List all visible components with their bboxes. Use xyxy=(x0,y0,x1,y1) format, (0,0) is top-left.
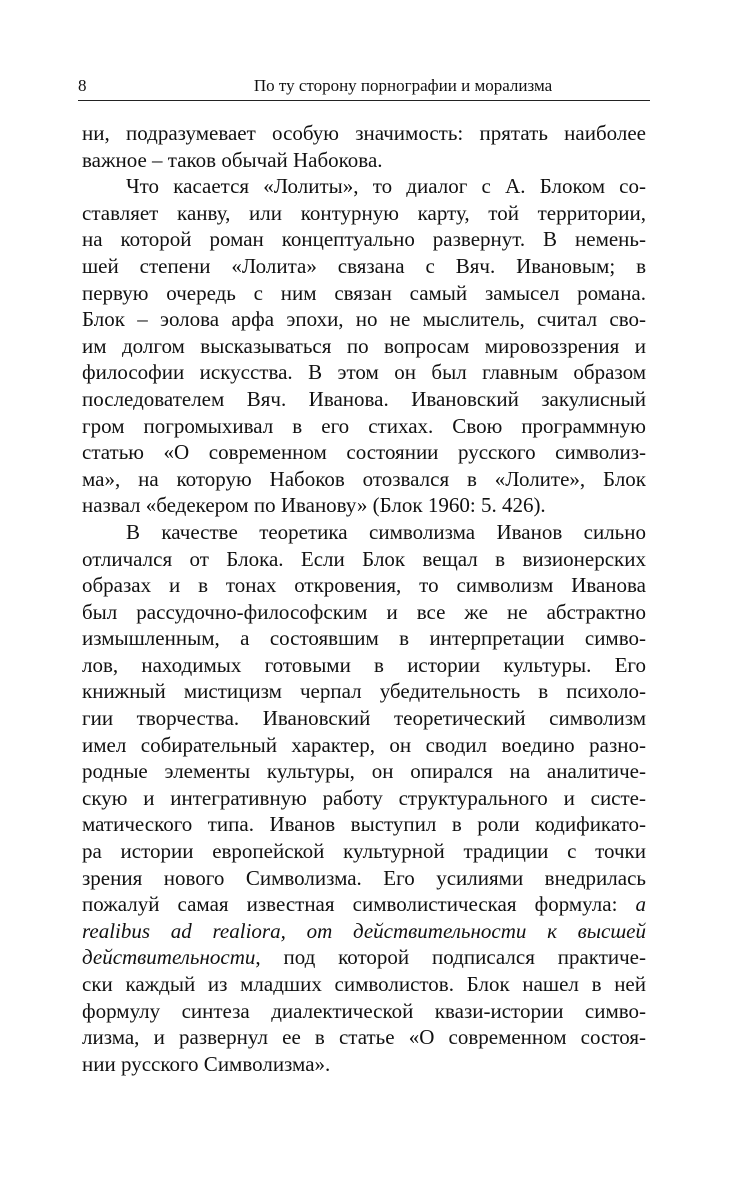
text-line: зрения нового Символизма. Его усилиями внедрилась xyxy=(82,865,646,890)
text-line: ставляет канву, или контурную карту, той территории, xyxy=(82,200,646,225)
text-line: философии искусства. В этом он был главным образом xyxy=(82,360,646,385)
text-line: последователем Вяч. Иванова. Ивановский закулисный xyxy=(82,386,646,411)
text-line xyxy=(82,944,646,971)
italic-formula-line: realibus ad realiora, от действительности к высшей xyxy=(82,918,646,943)
text-line: ни, подразумевает особую значимость: прятать наиболее xyxy=(82,121,646,145)
text-line: формулу синтеза диалектической квази-истории симво- xyxy=(82,998,646,1023)
page-number: 8 xyxy=(78,76,87,95)
text-line: статью «О современном состоянии русского символиз- xyxy=(82,440,646,465)
text-line: образах и в тонах откровения, то символизм Иванова xyxy=(82,573,646,598)
text-line: лизма, и развернул ее в статье «О современном состоя- xyxy=(82,1025,646,1050)
paragraph-1 xyxy=(82,120,646,173)
text-line: матического типа. Иванов выступил в роли кодификато- xyxy=(82,812,646,837)
text-line: В качестве теоретика символизма Иванов сильно xyxy=(126,519,646,544)
text-line: гром погромыхивал в его стихах. Свою программную xyxy=(82,413,646,438)
text-line: первую очередь с ним связан самый замысел романа. xyxy=(82,280,646,305)
text-line: на которой роман концептуально развернут. В немень- xyxy=(82,227,646,252)
text-line: важное – таков обычай Набокова. xyxy=(82,147,383,172)
text-line: гии творчества. Ивановский теоретический символизм xyxy=(82,706,646,731)
body-text xyxy=(82,120,646,1077)
text-line: шей степени «Лолита» связана с Вяч. Ивановым; в xyxy=(82,253,646,278)
text-line: отличался от Блока. Если Блок вещал в визионерских xyxy=(82,546,646,571)
italic-text: действительности xyxy=(82,945,256,970)
text-line: ски каждый из младших символистов. Блок нашел в ней xyxy=(82,972,646,996)
text-line: назвал «бедекером по Иванову» (Блок 1960: 5. 426). xyxy=(82,493,546,518)
text-line: измышленным, а состоявшим в интерпретации симво- xyxy=(82,626,646,651)
text-line: книжный мистицизм черпал убедительность в психоло- xyxy=(82,679,646,704)
italic-text: a xyxy=(635,892,646,917)
text-line: ра истории европейской культурной традиции с точки xyxy=(82,839,646,864)
paragraph-2 xyxy=(82,173,646,519)
line-text: , под которой подписался практиче- xyxy=(255,945,646,970)
running-header xyxy=(78,72,650,101)
text-line: ма», на которую Набоков отозвался в «Лолите», Блок xyxy=(82,466,646,491)
text-line: был рассудочно-философским и все же не абстрактно xyxy=(82,599,646,624)
text-line xyxy=(82,891,646,918)
running-title: По ту сторону порнографии и морализма xyxy=(253,76,553,95)
text-line: скую и интегративную работу структурального и систе- xyxy=(82,785,646,810)
text-line: нии русского Символизма». xyxy=(82,1051,331,1076)
text-line: Что касается «Лолиты», то диалог с А. Блоком со- xyxy=(126,174,646,199)
line-text: пожалуй самая известная символистическая формула: xyxy=(82,892,636,917)
paragraph-3 xyxy=(82,519,646,1077)
text-line: родные элементы культуры, он опирался на аналитиче- xyxy=(82,759,646,784)
text-line: лов, находимых готовыми в истории культуры. Его xyxy=(82,652,646,677)
text-line: им долгом высказываться по вопросам мировоззрения и xyxy=(82,333,646,358)
text-line: имел собирательный характер, он сводил воедино разно- xyxy=(82,732,646,757)
text-line: Блок – эолова арфа эпохи, но не мыслитель, считал сво- xyxy=(82,307,646,332)
